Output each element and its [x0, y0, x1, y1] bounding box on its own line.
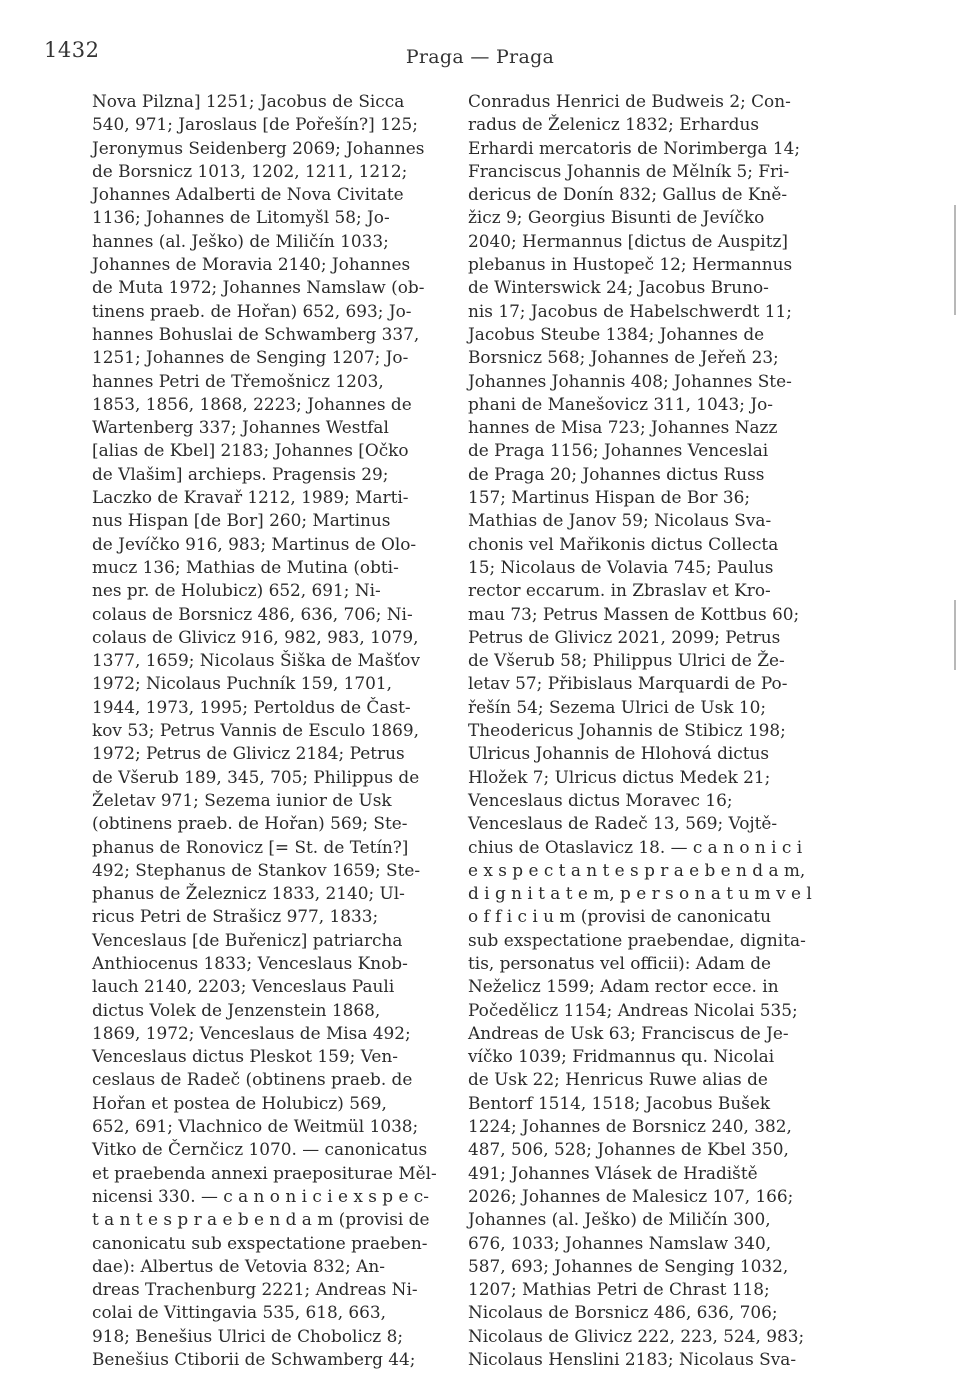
text-line: sub exspectatione praebendae, dignita-: [468, 929, 806, 950]
text-line: Jacobus Steube 1384; Johannes de: [468, 323, 765, 344]
text-line: chius de Otaslavicz 18. — c a n o n i c i: [468, 836, 803, 857]
text-line: Mathias de Janov 59; Nicolaus Sva-: [468, 510, 772, 531]
text-line: de Winterswick 24; Jacobus Bruno-: [468, 277, 769, 298]
text-line: dae): Albertus de Vetovia 832; An-: [92, 1255, 385, 1276]
page-number: 1432: [44, 38, 100, 62]
text-line: 491; Johannes Vlásek de Hradiště: [468, 1162, 758, 1183]
edge-mark: [954, 600, 956, 670]
text-line: de Všerub 58; Philippus Ulrici de Že-: [468, 650, 785, 671]
text-line: mucz 136; Mathias de Mutina (obti-: [92, 556, 399, 577]
text-line: lauch 2140, 2203; Venceslaus Pauli: [92, 976, 395, 997]
text-line: Theodericus Johannis de Stibicz 198;: [468, 720, 786, 741]
text-line: et praebenda annexi praepositurae Měl-: [92, 1162, 437, 1183]
text-line: Venceslaus de Radeč 13, 569; Vojtě-: [468, 813, 778, 834]
text-line: Benešius Ctiborii de Schwamberg 44;: [92, 1349, 416, 1370]
text-line: de Jevíčko 916, 983; Martinus de Olo-: [92, 533, 417, 554]
text-line: 492; Stephanus de Stankov 1659; Ste-: [92, 859, 421, 880]
text-line: phanus de Ronovicz [= St. de Tetín?]: [92, 836, 409, 857]
text-line: Nicolaus de Borsnicz 486, 636, 706;: [468, 1302, 778, 1323]
text-line: Venceslaus [de Buřenicz] patriarcha: [92, 929, 403, 950]
text-line: Conradus Henrici de Budweis 2; Con-: [468, 91, 791, 111]
text-line: Želetav 971; Sezema iunior de Usk: [92, 789, 392, 810]
text-line: Vitko de Černčicz 1070. — canonicatus: [92, 1139, 428, 1160]
text-line: rector eccarum. in Zbraslav et Kro-: [468, 580, 771, 601]
text-line: chonis vel Mařikonis dictus Collecta: [468, 533, 779, 554]
text-line: hannes Bohuslai de Schwamberg 337,: [92, 323, 420, 344]
running-head: Praga — Praga: [405, 46, 555, 68]
text-line: hannes Petri de Třemošnicz 1203,: [92, 370, 384, 391]
text-line: 918; Benešius Ulrici de Chobolicz 8;: [92, 1325, 404, 1346]
text-line: 2026; Johannes de Malesicz 107, 166;: [468, 1185, 794, 1206]
text-line: 587, 693; Johannes de Senging 1032,: [468, 1255, 789, 1276]
text-line: mau 73; Petrus Massen de Kottbus 60;: [468, 603, 800, 624]
left-column: [92, 90, 437, 1371]
text-line: 1869, 1972; Venceslaus de Misa 492;: [92, 1022, 411, 1043]
text-line: Johannes de Moravia 2140; Johannes: [92, 254, 411, 275]
text-line: nus Hispan [de Bor] 260; Martinus: [92, 510, 391, 531]
text-line: Hořan et postea de Holubicz) 569,: [92, 1092, 387, 1113]
text-line: Borsnicz 568; Johannes de Jeřeň 23;: [468, 347, 779, 368]
text-line: tis, personatus vel officii): Adam de: [468, 952, 772, 973]
text-line: de Všerub 189, 345, 705; Philippus de: [92, 766, 420, 787]
edge-mark: [954, 205, 956, 315]
text-line: ricus Petri de Strašicz 977, 1833;: [92, 906, 379, 927]
text-line: Franciscus Johannis de Mělník 5; Fri-: [468, 160, 790, 181]
text-line: Johannes Johannis 408; Johannes Ste-: [468, 370, 792, 391]
text-line: Erhardi mercatoris de Norimberga 14;: [468, 137, 801, 158]
text-line: de Borsnicz 1013, 1202, 1211, 1212;: [92, 160, 408, 181]
text-line: dictus Volek de Jenzenstein 1868,: [92, 999, 381, 1020]
text-line: (obtinens praeb. de Hořan) 569; Ste-: [92, 813, 408, 834]
text-line: Nicolaus Henslini 2183; Nicolaus Sva-: [468, 1349, 797, 1370]
text-line: víčko 1039; Fridmannus qu. Nicolai: [468, 1046, 775, 1067]
text-line: žicz 9; Georgius Bisunti de Jevíčko: [468, 207, 765, 228]
text-line: 157; Martinus Hispan de Bor 36;: [468, 487, 751, 508]
text-line: Johannes (al. Ješko) de Miličín 300,: [468, 1209, 771, 1230]
text-line: nis 17; Jacobus de Habelschwerdt 11;: [468, 300, 792, 321]
text-line: de Usk 22; Henricus Ruwe alias de: [468, 1069, 768, 1090]
text-line: 1944, 1973, 1995; Pertoldus de Čast-: [92, 696, 411, 717]
text-line: Venceslaus dictus Moravec 16;: [468, 789, 733, 810]
text-line: Nicolaus de Glivicz 222, 223, 524, 983;: [468, 1325, 805, 1346]
text-line: 1377, 1659; Nicolaus Šiška de Mašťov: [92, 650, 420, 671]
text-line: o f f i c i u m (provisi de canonicatu: [468, 906, 772, 927]
text-line: Petrus de Glivicz 2021, 2099; Petrus: [468, 626, 781, 647]
text-line: phanus de Železnicz 1833, 2140; Ul-: [92, 883, 405, 904]
text-line: de Praga 1156; Johannes Venceslai: [468, 440, 769, 461]
text-line: Andreas de Usk 63; Franciscus de Je-: [468, 1022, 789, 1043]
text-line: 1853, 1856, 1868, 2223; Johannes de: [92, 393, 412, 414]
text-line: de Muta 1972; Johannes Namslaw (ob-: [92, 277, 425, 298]
text-line: colaus de Borsnicz 486, 636, 706; Ni-: [92, 603, 413, 624]
text-line: Venceslaus dictus Pleskot 159; Ven-: [92, 1046, 398, 1067]
text-line: tinens praeb. de Hořan) 652, 693; Jo-: [92, 300, 412, 321]
text-line: řešín 54; Sezema Ulrici de Usk 10;: [468, 696, 767, 717]
text-line: 487, 506, 528; Johannes de Kbel 350,: [468, 1139, 789, 1160]
text-line: dreas Trachenburg 2221; Andreas Ni-: [92, 1279, 418, 1300]
text-line: Ulricus Johannis de Hlohová dictus: [468, 743, 770, 764]
text-line: 1972; Nicolaus Puchník 159, 1701,: [92, 673, 393, 694]
text-line: Wartenberg 337; Johannes Westfal: [92, 417, 389, 438]
text-line: 2040; Hermannus [dictus de Auspitz]: [468, 230, 788, 251]
text-line: colai de Vittingavia 535, 618, 663,: [92, 1302, 387, 1323]
text-line: Bentorf 1514, 1518; Jacobus Bušek: [468, 1092, 771, 1113]
text-line: dericus de Donín 832; Gallus de Kně-: [468, 184, 788, 205]
text-line: Jeronymus Seidenberg 2069; Johannes: [92, 137, 425, 158]
text-line: Johannes Adalberti de Nova Civitate: [92, 184, 404, 205]
text-line: [alias de Kbel] 2183; Johannes [Očko: [92, 440, 409, 461]
text-line: 652, 691; Vlachnico de Weitmül 1038;: [92, 1116, 419, 1137]
text-line: de Vlašim] archieps. Pragensis 29;: [92, 463, 389, 484]
text-line: 1207; Mathias Petri de Chrast 118;: [468, 1279, 770, 1300]
text-line: canonicatu sub exspectatione praeben-: [92, 1232, 428, 1253]
right-column: [468, 90, 812, 1371]
text-line: 1972; Petrus de Glivicz 2184; Petrus: [92, 743, 405, 764]
text-line: ceslaus de Radeč (obtinens praeb. de: [92, 1069, 413, 1090]
text-line: Počedělicz 1154; Andreas Nicolai 535;: [468, 999, 798, 1020]
text-line: phani de Manešovicz 311, 1043; Jo-: [468, 393, 774, 414]
text-line: plebanus in Hustopeč 12; Hermannus: [468, 254, 793, 275]
text-line: e x s p e c t a n t e s p r a e b e n d a m,: [468, 859, 806, 880]
text-line: 1224; Johannes de Borsnicz 240, 382,: [468, 1116, 792, 1137]
text-line: 1251; Johannes de Senging 1207; Jo-: [92, 347, 409, 368]
text-line: Anthiocenus 1833; Venceslaus Knob-: [92, 952, 408, 973]
text-line: Hložek 7; Ulricus dictus Medek 21;: [468, 766, 771, 787]
text-line: nicensi 330. — c a n o n i c i e x s p e c-: [92, 1185, 429, 1206]
text-line: colaus de Glivicz 916, 982, 983, 1079,: [92, 626, 419, 647]
text-line: 540, 971; Jaroslaus [de Pořešín?] 125;: [92, 114, 418, 135]
text-line: hannes de Misa 723; Johannes Nazz: [468, 417, 778, 438]
text-line: Laczko de Kravař 1212, 1989; Marti-: [92, 487, 409, 508]
text-line: 1136; Johannes de Litomyšl 58; Jo-: [92, 207, 390, 228]
text-line: letav 57; Přibislaus Marquardi de Po-: [468, 673, 788, 694]
text-line: radus de Želenicz 1832; Erhardus: [468, 114, 760, 135]
text-line: Nova Pilzna] 1251; Jacobus de Sicca: [92, 91, 405, 111]
text-line: t a n t e s p r a e b e n d a m (provisi de: [92, 1209, 430, 1230]
text-line: de Praga 20; Johannes dictus Russ: [468, 463, 765, 484]
text-line: 15; Nicolaus de Volavia 745; Paulus: [468, 556, 774, 577]
text-line: Neželicz 1599; Adam rector ecce. in: [468, 976, 779, 997]
text-line: kov 53; Petrus Vannis de Esculo 1869,: [92, 720, 419, 741]
text-line: d i g n i t a t e m, p e r s o n a t u m v e l: [468, 883, 812, 904]
text-line: 676, 1033; Johannes Namslaw 340,: [468, 1232, 772, 1253]
text-line: nes pr. de Holubicz) 652, 691; Ni-: [92, 580, 381, 601]
text-line: hannes (al. Ješko) de Miličín 1033;: [92, 230, 389, 251]
